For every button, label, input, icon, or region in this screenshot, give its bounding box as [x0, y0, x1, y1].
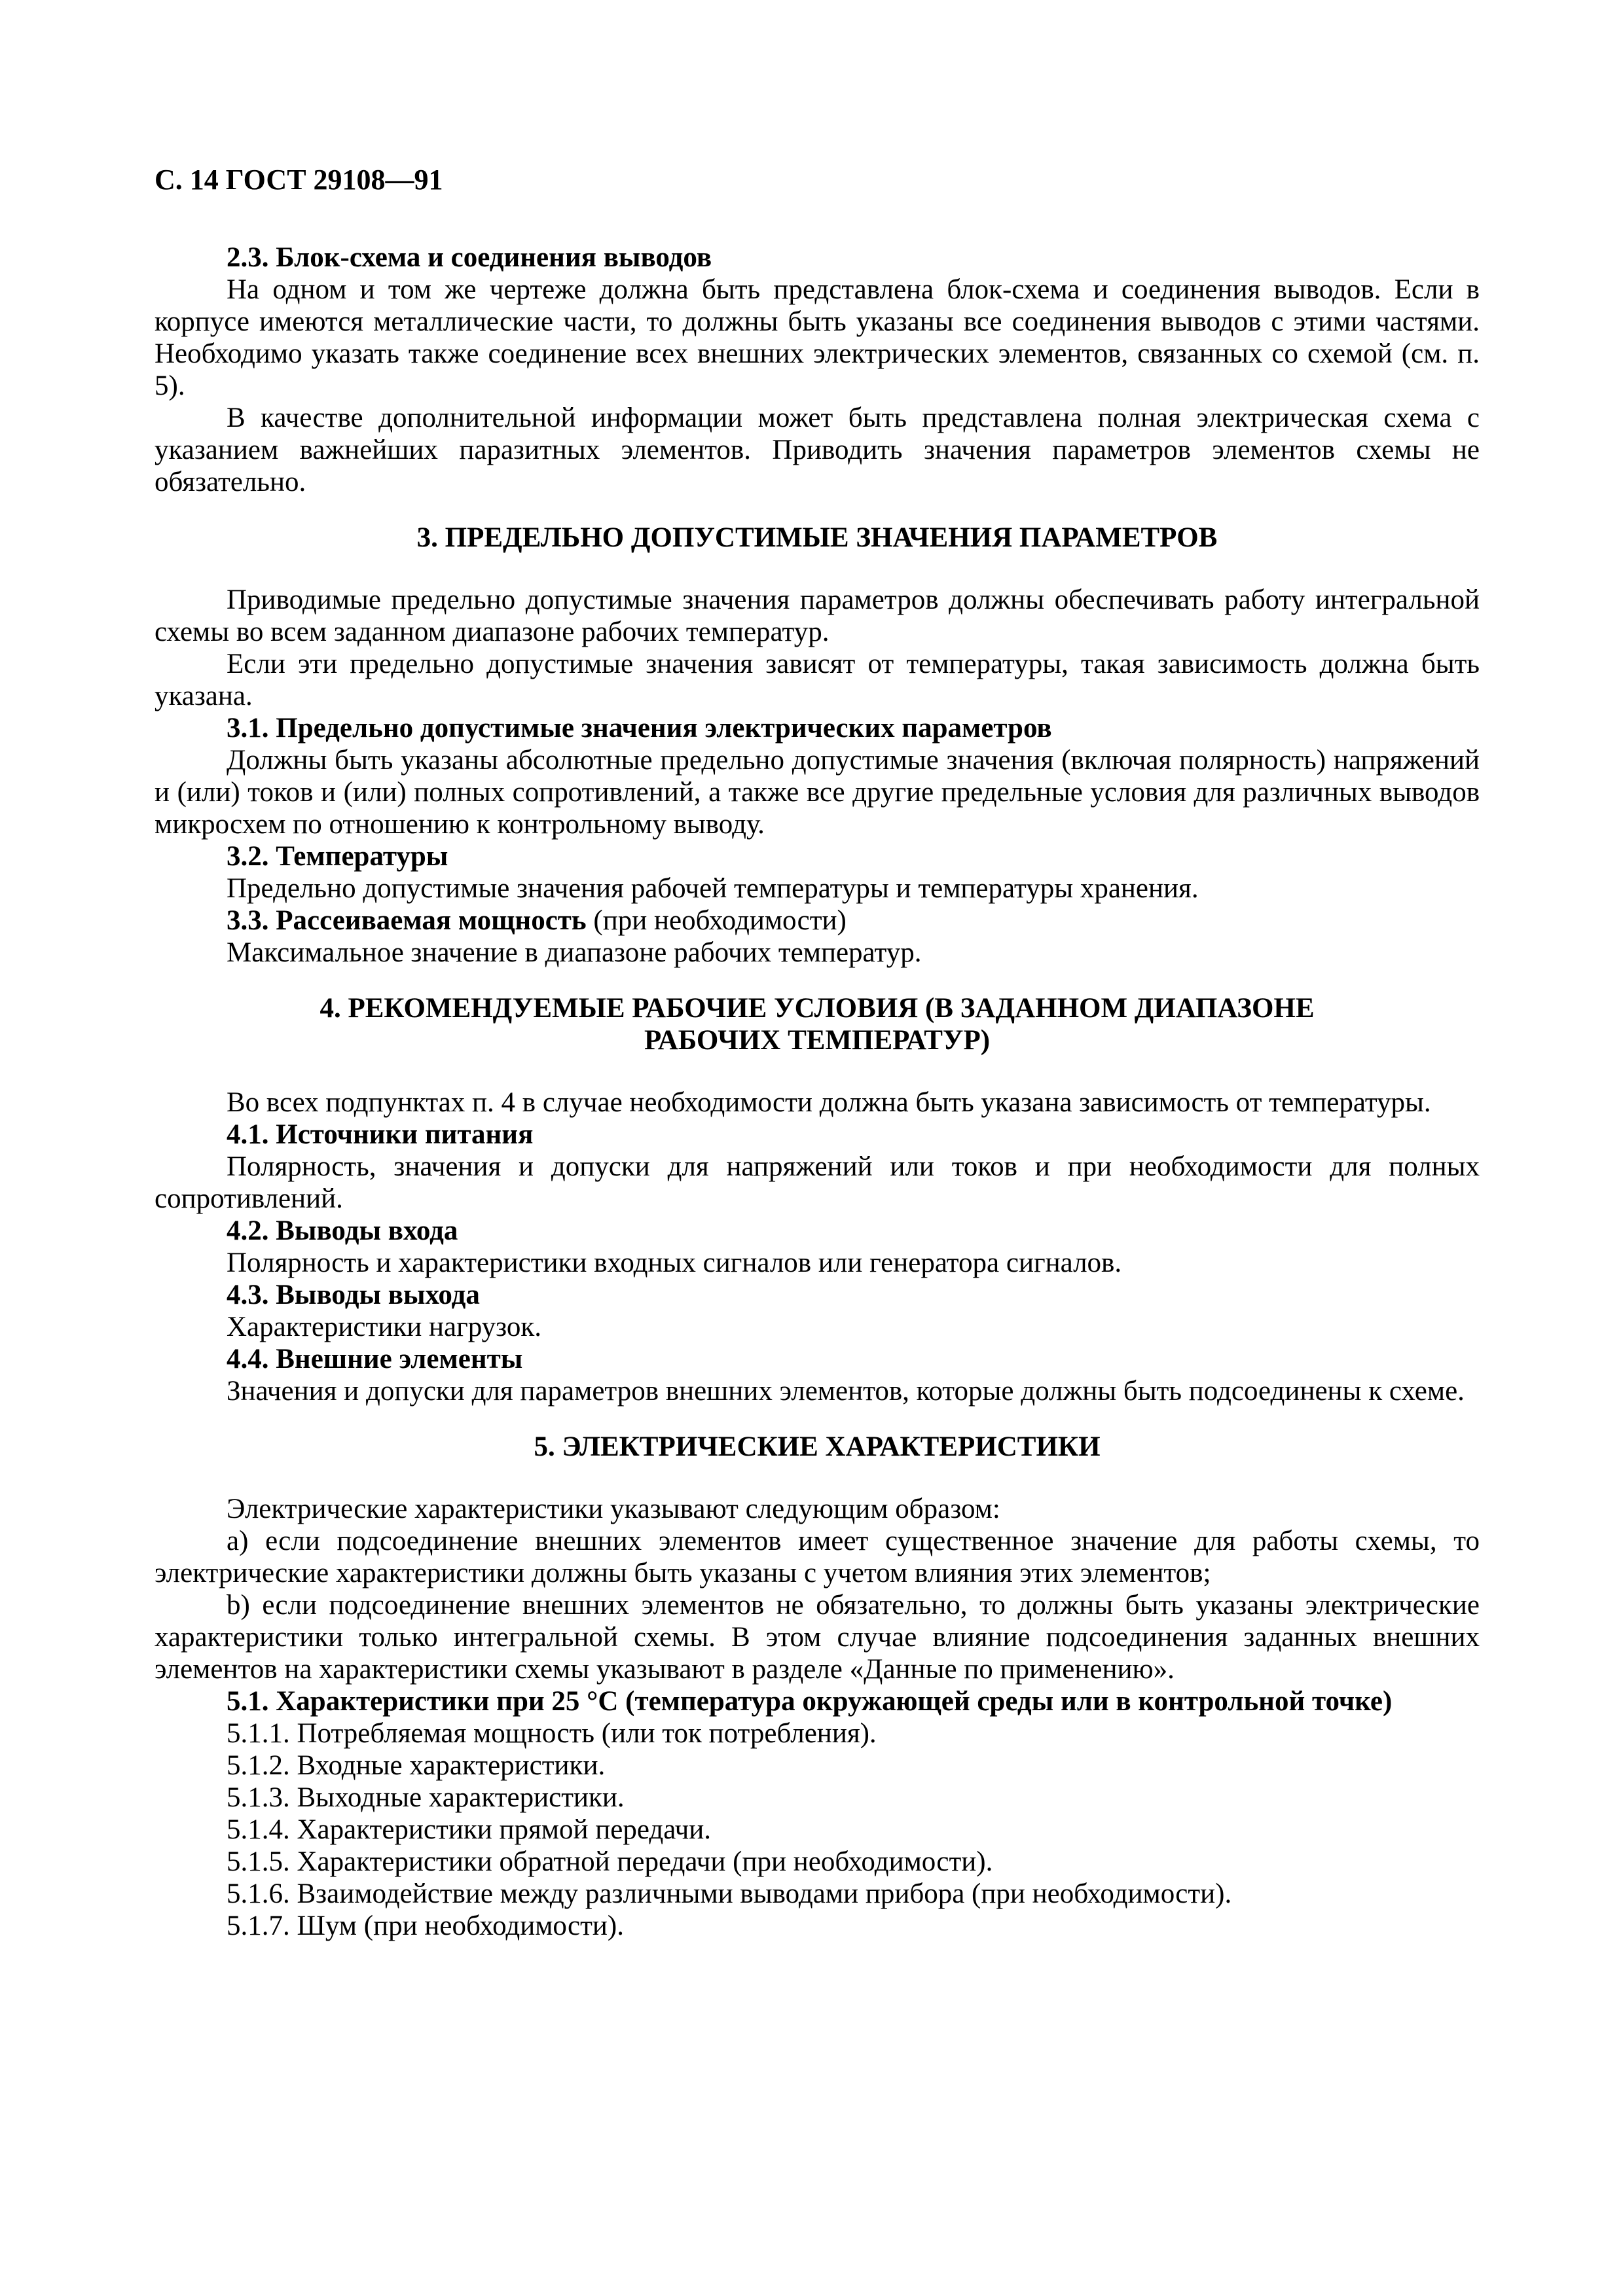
subsection-heading-3-3: 3.3. Рассеиваемая мощность [227, 905, 587, 936]
list-item: 5.1.5. Характеристики обратной передачи (при необходимости). [227, 1846, 993, 1877]
paragraph: На одном и том же чертеже должна быть представлена блок-схема и соединения выводов. Если в корпусе имеются металлические части, то должны быть указаны все соединения выводов с этими частями. Необходимо указать также соединение всех внешних электрических элементов, связанных со схемой (см. п. 5). [155, 274, 1480, 401]
list-item: 5.1.4. Характеристики прямой передачи. [227, 1814, 711, 1845]
subsection-heading-5-1: 5.1. Характеристики при 25 °С (температура окружающей среды или в контрольной точке) [227, 1686, 1393, 1717]
subsection-heading-4-3: 4.3. Выводы выхода [227, 1280, 480, 1310]
page-header: С. 14 ГОСТ 29108—91 [155, 164, 443, 196]
subsection-heading-3-2: 3.2. Температуры [227, 841, 448, 872]
subsection-note-3-3: (при необходимости) [586, 905, 847, 936]
paragraph: В качестве дополнительной информации может быть представлена полная электрическая схема с указанием важнейших паразитных элементов. Приводить значения параметров элементов схемы не обязательно. [155, 403, 1480, 497]
paragraph: Приводимые предельно допустимые значения параметров должны обеспечивать работу интегральной схемы во всем заданном диапазоне рабочих температур. [155, 584, 1480, 647]
list-item-a: а) если подсоединение внешних элементов имеет существенное значение для работы схемы, то электрические характеристики должны быть указаны с учетом влияния этих элементов; [155, 1526, 1480, 1588]
section-title-3: 3. ПРЕДЕЛЬНО ДОПУСТИМЫЕ ЗНАЧЕНИЯ ПАРАМЕТРОВ [416, 522, 1218, 553]
list-item-b: b) если подсоединение внешних элементов не обязательно, то должны быть указаны электрические характеристики только интегральной схемы. В этом случае влияние подсоединения заданных внешних элементов на характеристики схемы указывают в разделе «Данные по применению». [155, 1590, 1480, 1685]
section-title-4 [155, 992, 1480, 1056]
subsection-heading-4-1: 4.1. Источники питания [227, 1119, 534, 1150]
paragraph: Полярность и характеристики входных сигналов или генератора сигналов. [227, 1247, 1122, 1278]
list-item: 5.1.3. Выходные характеристики. [227, 1782, 625, 1813]
list-item: 5.1.2. Входные характеристики. [227, 1750, 606, 1781]
paragraph: Предельно допустимые значения рабочей температуры и температуры хранения. [227, 873, 1199, 904]
section-title-4-line-1: 4. РЕКОМЕНДУЕМЫЕ РАБОЧИЕ УСЛОВИЯ (В ЗАДАННОМ ДИАПАЗОНЕ [319, 993, 1315, 1024]
subsection-heading-3-1: 3.1. Предельно допустимые значения электрических параметров [227, 713, 1052, 744]
subsection-heading-4-2: 4.2. Выводы входа [227, 1215, 458, 1246]
document-page [155, 164, 1480, 1942]
paragraph: Если эти предельно допустимые значения зависят от температуры, такая зависимость должна быть указана. [155, 649, 1480, 711]
list-item: 5.1.6. Взаимодействие между различными выводами прибора (при необходимости). [227, 1878, 1232, 1909]
section-title-4-line-2: РАБОЧИХ ТЕМПЕРАТУР) [644, 1025, 991, 1056]
subsection-heading-2-3: 2.3. Блок-схема и соединения выводов [227, 242, 712, 273]
subsection-heading-4-4: 4.4. Внешние элементы [227, 1344, 523, 1374]
paragraph: Во всех подпунктах п. 4 в случае необходимости должна быть указана зависимость от температуры. [227, 1087, 1431, 1118]
list-item: 5.1.1. Потребляемая мощность (или ток потребления). [227, 1718, 877, 1749]
paragraph: Значения и допуски для параметров внешних элементов, которые должны быть подсоединены к схеме. [227, 1376, 1465, 1407]
list-item: 5.1.7. Шум (при необходимости). [227, 1910, 624, 1941]
paragraph: Электрические характеристики указывают следующим образом: [227, 1494, 1000, 1524]
paragraph: Должны быть указаны абсолютные предельно допустимые значения (включая полярность) напряжений и (или) токов и (или) полных сопротивлений, а также все другие предельные условия для различных выводов микросхем по отношению к контрольному выводу. [155, 745, 1480, 840]
subsection-heading-3-3-line [155, 905, 1480, 937]
paragraph: Характеристики нагрузок. [227, 1312, 542, 1342]
paragraph: Максимальное значение в диапазоне рабочих температур. [227, 937, 922, 968]
paragraph: Полярность, значения и допуски для напряжений или токов и при необходимости для полных сопротивлений. [155, 1151, 1480, 1214]
section-title-5: 5. ЭЛЕКТРИЧЕСКИЕ ХАРАКТЕРИСТИКИ [534, 1431, 1101, 1462]
